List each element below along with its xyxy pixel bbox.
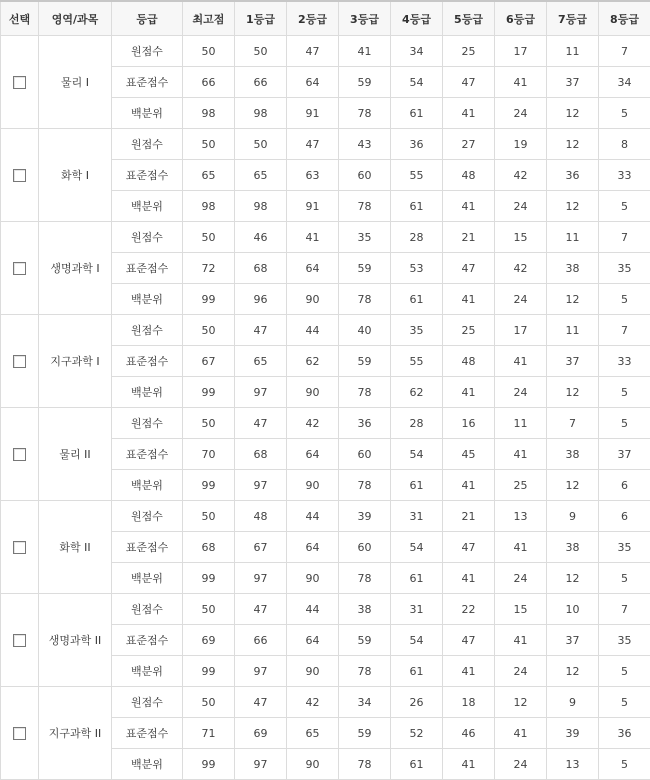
- standard-score-label: 표준점수: [112, 625, 183, 656]
- subject-checkbox[interactable]: [13, 634, 26, 647]
- grade-5-cell: 25: [443, 36, 495, 67]
- grade-8-cell: 7: [599, 594, 650, 625]
- percentile-label: 백분위: [112, 749, 183, 780]
- grade-5-cell: 48: [443, 346, 495, 377]
- header-grade-4: 4등급: [391, 1, 443, 36]
- grade-5-cell: 16: [443, 408, 495, 439]
- grade-3-cell: 41: [339, 36, 391, 67]
- table-row: [1, 594, 650, 625]
- grade-8-cell: 5: [599, 563, 650, 594]
- grade-4-cell: 61: [391, 98, 443, 129]
- subject-checkbox[interactable]: [13, 448, 26, 461]
- grade-5-cell: 21: [443, 501, 495, 532]
- grade-5-cell: 41: [443, 656, 495, 687]
- grade-8-cell: 7: [599, 36, 650, 67]
- grade-4-cell: 61: [391, 563, 443, 594]
- grade-2-cell: 90: [287, 563, 339, 594]
- grade-3-cell: 39: [339, 501, 391, 532]
- subject-checkbox[interactable]: [13, 76, 26, 89]
- grade-1-cell: 47: [235, 687, 287, 718]
- select-cell: [1, 315, 39, 408]
- select-cell: [1, 594, 39, 687]
- grade-3-cell: 78: [339, 377, 391, 408]
- grade-4-cell: 61: [391, 470, 443, 501]
- grade-1-cell: 67: [235, 532, 287, 563]
- subject-name: 화학 I: [39, 129, 112, 222]
- max-score-cell: 99: [183, 563, 235, 594]
- grade-8-cell: 7: [599, 315, 650, 346]
- max-score-cell: 99: [183, 284, 235, 315]
- grade-7-cell: 37: [547, 67, 599, 98]
- grade-7-cell: 37: [547, 625, 599, 656]
- grade-8-cell: 6: [599, 470, 650, 501]
- grade-8-cell: 35: [599, 625, 650, 656]
- max-score-cell: 65: [183, 160, 235, 191]
- standard-score-label: 표준점수: [112, 253, 183, 284]
- subject-name: 지구과학 I: [39, 315, 112, 408]
- grade-7-cell: 36: [547, 160, 599, 191]
- grade-4-cell: 61: [391, 284, 443, 315]
- grade-5-cell: 21: [443, 222, 495, 253]
- max-score-cell: 50: [183, 222, 235, 253]
- header-grade-1: 1등급: [235, 1, 287, 36]
- subject-name: 생명과학 II: [39, 594, 112, 687]
- subject-checkbox[interactable]: [13, 727, 26, 740]
- grade-4-cell: 28: [391, 408, 443, 439]
- grade-3-cell: 35: [339, 222, 391, 253]
- percentile-label: 백분위: [112, 470, 183, 501]
- select-cell: [1, 129, 39, 222]
- grade-3-cell: 34: [339, 687, 391, 718]
- grade-3-cell: 60: [339, 532, 391, 563]
- grade-6-cell: 24: [495, 284, 547, 315]
- grade-1-cell: 97: [235, 377, 287, 408]
- header-grade-3: 3등급: [339, 1, 391, 36]
- grade-7-cell: 11: [547, 315, 599, 346]
- grade-1-cell: 97: [235, 749, 287, 780]
- grade-7-cell: 9: [547, 687, 599, 718]
- grade-7-cell: 12: [547, 470, 599, 501]
- header-grade-2: 2등급: [287, 1, 339, 36]
- grade-1-cell: 97: [235, 656, 287, 687]
- grade-6-cell: 11: [495, 408, 547, 439]
- header-grade-5: 5등급: [443, 1, 495, 36]
- grade-4-cell: 31: [391, 594, 443, 625]
- grade-7-cell: 9: [547, 501, 599, 532]
- grade-6-cell: 42: [495, 253, 547, 284]
- table-row: [1, 315, 650, 346]
- table-row: [1, 129, 650, 160]
- select-cell: [1, 408, 39, 501]
- grade-1-cell: 65: [235, 160, 287, 191]
- grade-3-cell: 59: [339, 67, 391, 98]
- subject-name: 화학 II: [39, 501, 112, 594]
- grade-6-cell: 13: [495, 501, 547, 532]
- grade-5-cell: 47: [443, 253, 495, 284]
- max-score-cell: 66: [183, 67, 235, 98]
- grade-5-cell: 22: [443, 594, 495, 625]
- table-row: [1, 222, 650, 253]
- grade-1-cell: 47: [235, 315, 287, 346]
- grade-7-cell: 12: [547, 377, 599, 408]
- standard-score-label: 표준점수: [112, 718, 183, 749]
- grade-3-cell: 78: [339, 191, 391, 222]
- grade-5-cell: 47: [443, 625, 495, 656]
- grade-3-cell: 59: [339, 625, 391, 656]
- grade-2-cell: 64: [287, 253, 339, 284]
- grade-1-cell: 96: [235, 284, 287, 315]
- grade-6-cell: 24: [495, 749, 547, 780]
- grade-2-cell: 63: [287, 160, 339, 191]
- max-score-cell: 99: [183, 749, 235, 780]
- grade-1-cell: 66: [235, 67, 287, 98]
- select-cell: [1, 222, 39, 315]
- select-cell: [1, 501, 39, 594]
- grade-4-cell: 55: [391, 346, 443, 377]
- grade-7-cell: 7: [547, 408, 599, 439]
- grade-7-cell: 11: [547, 36, 599, 67]
- grade-7-cell: 38: [547, 253, 599, 284]
- raw-score-label: 원점수: [112, 594, 183, 625]
- grade-1-cell: 97: [235, 470, 287, 501]
- grade-4-cell: 61: [391, 749, 443, 780]
- grade-5-cell: 41: [443, 377, 495, 408]
- grade-1-cell: 98: [235, 98, 287, 129]
- header-grade-7: 7등급: [547, 1, 599, 36]
- grade-5-cell: 41: [443, 470, 495, 501]
- grade-8-cell: 5: [599, 284, 650, 315]
- grade-5-cell: 48: [443, 160, 495, 191]
- max-score-cell: 70: [183, 439, 235, 470]
- grade-2-cell: 42: [287, 687, 339, 718]
- subject-checkbox[interactable]: [13, 355, 26, 368]
- grade-5-cell: 25: [443, 315, 495, 346]
- standard-score-label: 표준점수: [112, 67, 183, 98]
- grade-6-cell: 41: [495, 532, 547, 563]
- select-cell: [1, 687, 39, 780]
- grade-4-cell: 31: [391, 501, 443, 532]
- grade-1-cell: 48: [235, 501, 287, 532]
- grade-7-cell: 12: [547, 563, 599, 594]
- grade-2-cell: 91: [287, 191, 339, 222]
- grade-2-cell: 65: [287, 718, 339, 749]
- percentile-label: 백분위: [112, 656, 183, 687]
- grade-8-cell: 33: [599, 160, 650, 191]
- grade-8-cell: 33: [599, 346, 650, 377]
- header-row: [1, 1, 650, 36]
- standard-score-label: 표준점수: [112, 532, 183, 563]
- raw-score-label: 원점수: [112, 129, 183, 160]
- percentile-label: 백분위: [112, 377, 183, 408]
- grade-6-cell: 24: [495, 377, 547, 408]
- grade-5-cell: 47: [443, 532, 495, 563]
- grade-4-cell: 54: [391, 532, 443, 563]
- grade-3-cell: 78: [339, 749, 391, 780]
- grade-8-cell: 36: [599, 718, 650, 749]
- grade-4-cell: 61: [391, 656, 443, 687]
- standard-score-label: 표준점수: [112, 346, 183, 377]
- max-score-cell: 50: [183, 408, 235, 439]
- grade-1-cell: 50: [235, 129, 287, 160]
- max-score-cell: 71: [183, 718, 235, 749]
- max-score-cell: 68: [183, 532, 235, 563]
- grade-3-cell: 36: [339, 408, 391, 439]
- standard-score-label: 표준점수: [112, 160, 183, 191]
- subject-checkbox[interactable]: [13, 541, 26, 554]
- grade-4-cell: 53: [391, 253, 443, 284]
- header-grade-6: 6등급: [495, 1, 547, 36]
- raw-score-label: 원점수: [112, 222, 183, 253]
- grade-1-cell: 65: [235, 346, 287, 377]
- grade-6-cell: 42: [495, 160, 547, 191]
- grade-5-cell: 41: [443, 98, 495, 129]
- grade-4-cell: 54: [391, 67, 443, 98]
- max-score-cell: 50: [183, 594, 235, 625]
- grade-3-cell: 40: [339, 315, 391, 346]
- max-score-cell: 99: [183, 470, 235, 501]
- grade-2-cell: 90: [287, 470, 339, 501]
- grade-1-cell: 47: [235, 594, 287, 625]
- raw-score-label: 원점수: [112, 687, 183, 718]
- grade-3-cell: 59: [339, 346, 391, 377]
- grade-5-cell: 46: [443, 718, 495, 749]
- grade-2-cell: 44: [287, 501, 339, 532]
- grade-8-cell: 5: [599, 377, 650, 408]
- grade-8-cell: 8: [599, 129, 650, 160]
- max-score-cell: 50: [183, 129, 235, 160]
- grade-5-cell: 47: [443, 67, 495, 98]
- subject-name: 물리 II: [39, 408, 112, 501]
- grade-7-cell: 12: [547, 656, 599, 687]
- grade-5-cell: 27: [443, 129, 495, 160]
- grade-6-cell: 41: [495, 625, 547, 656]
- percentile-label: 백분위: [112, 191, 183, 222]
- grade-3-cell: 43: [339, 129, 391, 160]
- grade-6-cell: 24: [495, 563, 547, 594]
- grade-1-cell: 68: [235, 439, 287, 470]
- grade-6-cell: 41: [495, 718, 547, 749]
- header-subject: 영역/과목: [39, 1, 112, 36]
- grade-6-cell: 15: [495, 222, 547, 253]
- subject-name: 생명과학 I: [39, 222, 112, 315]
- grade-7-cell: 12: [547, 191, 599, 222]
- grade-2-cell: 64: [287, 439, 339, 470]
- grade-5-cell: 45: [443, 439, 495, 470]
- grade-4-cell: 55: [391, 160, 443, 191]
- grade-3-cell: 59: [339, 253, 391, 284]
- grade-2-cell: 90: [287, 377, 339, 408]
- grade-2-cell: 90: [287, 749, 339, 780]
- grade-5-cell: 41: [443, 563, 495, 594]
- grade-6-cell: 41: [495, 439, 547, 470]
- grade-2-cell: 41: [287, 222, 339, 253]
- grade-3-cell: 78: [339, 470, 391, 501]
- max-score-cell: 98: [183, 98, 235, 129]
- grade-6-cell: 19: [495, 129, 547, 160]
- grade-1-cell: 69: [235, 718, 287, 749]
- max-score-cell: 50: [183, 687, 235, 718]
- grade-1-cell: 50: [235, 36, 287, 67]
- grade-7-cell: 11: [547, 222, 599, 253]
- grade-5-cell: 41: [443, 284, 495, 315]
- grade-8-cell: 5: [599, 656, 650, 687]
- grade-3-cell: 59: [339, 718, 391, 749]
- grade-2-cell: 44: [287, 315, 339, 346]
- grade-6-cell: 17: [495, 36, 547, 67]
- grade-6-cell: 12: [495, 687, 547, 718]
- grade-8-cell: 34: [599, 67, 650, 98]
- grade-1-cell: 97: [235, 563, 287, 594]
- grade-8-cell: 35: [599, 532, 650, 563]
- grade-5-cell: 41: [443, 749, 495, 780]
- grade-4-cell: 26: [391, 687, 443, 718]
- raw-score-label: 원점수: [112, 501, 183, 532]
- grade-3-cell: 78: [339, 656, 391, 687]
- subject-name: 지구과학 II: [39, 687, 112, 780]
- grade-2-cell: 42: [287, 408, 339, 439]
- grade-4-cell: 28: [391, 222, 443, 253]
- grade-6-cell: 15: [495, 594, 547, 625]
- grade-2-cell: 90: [287, 656, 339, 687]
- grade-1-cell: 66: [235, 625, 287, 656]
- raw-score-label: 원점수: [112, 36, 183, 67]
- table-row: [1, 687, 650, 718]
- grade-7-cell: 13: [547, 749, 599, 780]
- grade-8-cell: 7: [599, 222, 650, 253]
- grade-4-cell: 36: [391, 129, 443, 160]
- max-score-cell: 69: [183, 625, 235, 656]
- max-score-cell: 99: [183, 377, 235, 408]
- grade-1-cell: 46: [235, 222, 287, 253]
- grade-6-cell: 41: [495, 346, 547, 377]
- grade-7-cell: 38: [547, 439, 599, 470]
- grade-6-cell: 24: [495, 98, 547, 129]
- raw-score-label: 원점수: [112, 408, 183, 439]
- grade-3-cell: 78: [339, 563, 391, 594]
- max-score-cell: 50: [183, 36, 235, 67]
- grade-4-cell: 35: [391, 315, 443, 346]
- header-select: 선택: [1, 1, 39, 36]
- grade-2-cell: 47: [287, 36, 339, 67]
- grade-4-cell: 61: [391, 191, 443, 222]
- grade-3-cell: 78: [339, 98, 391, 129]
- percentile-label: 백분위: [112, 284, 183, 315]
- grade-8-cell: 6: [599, 501, 650, 532]
- grade-6-cell: 24: [495, 656, 547, 687]
- grade-3-cell: 60: [339, 160, 391, 191]
- grade-2-cell: 64: [287, 625, 339, 656]
- subject-name: 물리 I: [39, 36, 112, 129]
- max-score-cell: 98: [183, 191, 235, 222]
- subject-checkbox[interactable]: [13, 262, 26, 275]
- percentile-label: 백분위: [112, 563, 183, 594]
- grade-2-cell: 90: [287, 284, 339, 315]
- header-grade: 등급: [112, 1, 183, 36]
- header-grade-8: 8등급: [599, 1, 650, 36]
- grade-7-cell: 12: [547, 98, 599, 129]
- grade-6-cell: 17: [495, 315, 547, 346]
- grade-4-cell: 62: [391, 377, 443, 408]
- grade-6-cell: 24: [495, 191, 547, 222]
- table-row: [1, 501, 650, 532]
- standard-score-label: 표준점수: [112, 439, 183, 470]
- table-row: [1, 36, 650, 67]
- max-score-cell: 50: [183, 315, 235, 346]
- grade-4-cell: 54: [391, 625, 443, 656]
- max-score-cell: 50: [183, 501, 235, 532]
- select-cell: [1, 36, 39, 129]
- subject-checkbox[interactable]: [13, 169, 26, 182]
- grade-4-cell: 54: [391, 439, 443, 470]
- grade-2-cell: 64: [287, 532, 339, 563]
- percentile-label: 백분위: [112, 98, 183, 129]
- grade-2-cell: 44: [287, 594, 339, 625]
- max-score-cell: 67: [183, 346, 235, 377]
- grade-8-cell: 5: [599, 687, 650, 718]
- grade-6-cell: 25: [495, 470, 547, 501]
- grade-5-cell: 18: [443, 687, 495, 718]
- grade-8-cell: 5: [599, 98, 650, 129]
- grade-2-cell: 64: [287, 67, 339, 98]
- max-score-cell: 99: [183, 656, 235, 687]
- grade-2-cell: 91: [287, 98, 339, 129]
- grade-4-cell: 34: [391, 36, 443, 67]
- grade-3-cell: 60: [339, 439, 391, 470]
- grade-1-cell: 98: [235, 191, 287, 222]
- grade-8-cell: 35: [599, 253, 650, 284]
- grade-8-cell: 5: [599, 749, 650, 780]
- grade-4-cell: 52: [391, 718, 443, 749]
- max-score-cell: 72: [183, 253, 235, 284]
- grade-6-cell: 41: [495, 67, 547, 98]
- grade-2-cell: 47: [287, 129, 339, 160]
- table-row: [1, 408, 650, 439]
- grade-7-cell: 39: [547, 718, 599, 749]
- grade-7-cell: 37: [547, 346, 599, 377]
- grade-1-cell: 68: [235, 253, 287, 284]
- grade-3-cell: 78: [339, 284, 391, 315]
- header-max-score: 최고점: [183, 1, 235, 36]
- grade-7-cell: 38: [547, 532, 599, 563]
- grade-8-cell: 5: [599, 191, 650, 222]
- grade-7-cell: 12: [547, 129, 599, 160]
- grade-7-cell: 10: [547, 594, 599, 625]
- grade-8-cell: 37: [599, 439, 650, 470]
- grade-3-cell: 38: [339, 594, 391, 625]
- grade-5-cell: 41: [443, 191, 495, 222]
- grade-8-cell: 5: [599, 408, 650, 439]
- grade-2-cell: 62: [287, 346, 339, 377]
- grade-1-cell: 47: [235, 408, 287, 439]
- raw-score-label: 원점수: [112, 315, 183, 346]
- grade-7-cell: 12: [547, 284, 599, 315]
